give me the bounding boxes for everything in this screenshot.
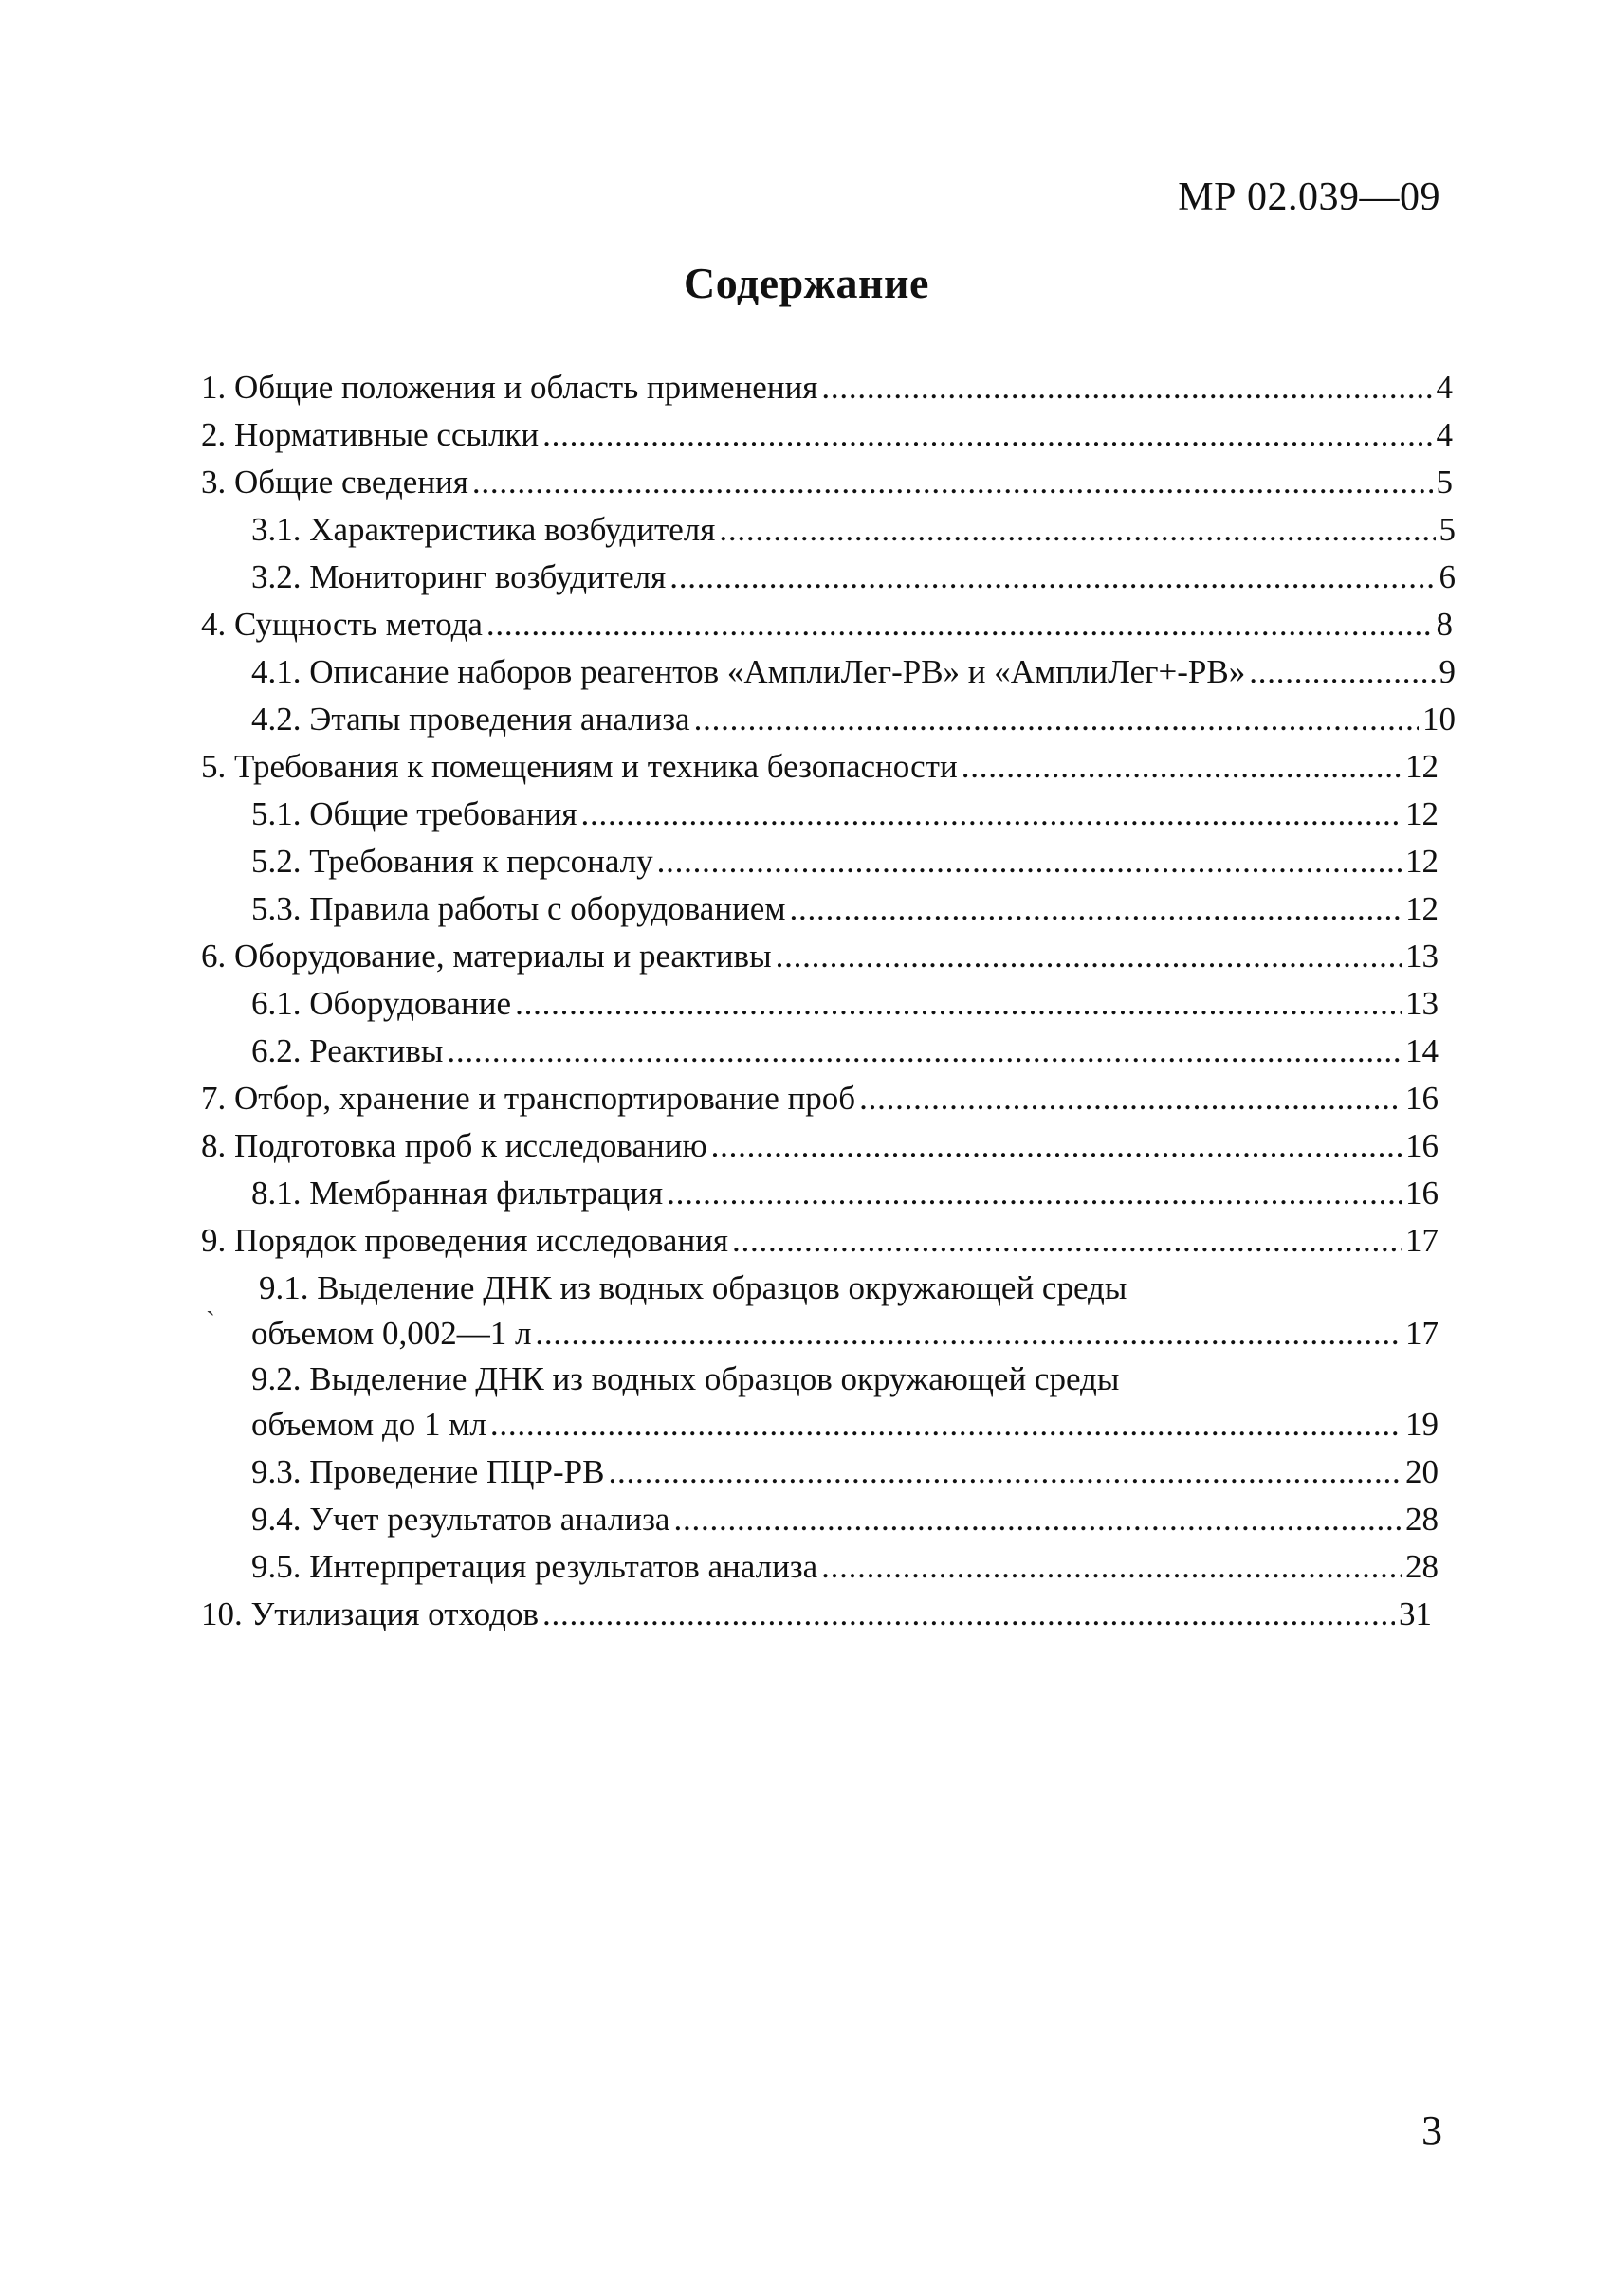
toc-entry-page: 4 bbox=[1436, 416, 1453, 453]
toc-entry[interactable] bbox=[201, 934, 1439, 979]
toc-entry[interactable] bbox=[201, 602, 1453, 647]
toc-entry[interactable] bbox=[201, 365, 1453, 410]
toc-entry[interactable] bbox=[251, 1029, 1439, 1074]
toc-entry[interactable] bbox=[251, 507, 1456, 553]
toc-entry[interactable] bbox=[201, 460, 1453, 505]
toc-entry[interactable] bbox=[201, 1123, 1439, 1169]
toc-entry[interactable] bbox=[251, 697, 1456, 742]
toc-entry[interactable] bbox=[251, 1497, 1439, 1542]
toc-entry-page: 17 bbox=[1405, 1315, 1439, 1352]
toc-entry-label: 4.1. Описание наборов реагентов «АмплиЛег-РВ» и «АмплиЛег+-РВ» bbox=[251, 653, 1246, 690]
toc-entry-label: 6.1. Оборудование bbox=[251, 985, 512, 1022]
toc-entry[interactable] bbox=[251, 1544, 1439, 1590]
toc-entry-label: 5.3. Правила работы с оборудованием bbox=[251, 890, 786, 927]
toc-entry[interactable] bbox=[201, 1218, 1439, 1264]
toc-entry-page: 8 bbox=[1436, 606, 1453, 643]
toc-entry-label: 1. Общие положения и область применения bbox=[201, 369, 818, 406]
toc-entry-page: 31 bbox=[1399, 1595, 1432, 1632]
toc-entry[interactable] bbox=[251, 886, 1439, 932]
toc-entry[interactable] bbox=[251, 981, 1439, 1027]
toc-entry-label: 8.1. Мембранная фильтрация bbox=[251, 1175, 664, 1212]
toc-entry[interactable] bbox=[251, 1171, 1439, 1216]
toc-entry-page: 10 bbox=[1422, 701, 1456, 738]
toc-entry-page: 13 bbox=[1405, 985, 1439, 1022]
stray-mark: ˎ bbox=[206, 1285, 215, 1316]
toc-entry-label: 3.1. Характеристика возбудителя bbox=[251, 511, 716, 548]
toc-entry[interactable] bbox=[201, 412, 1453, 458]
toc-entry-label: объемом до 1 мл bbox=[251, 1406, 486, 1443]
toc-entry[interactable] bbox=[251, 1266, 1439, 1357]
toc-entry-label: 6. Оборудование, материалы и реактивы bbox=[201, 938, 772, 975]
toc-entry[interactable] bbox=[201, 744, 1439, 790]
toc-entry-page: 6 bbox=[1439, 558, 1456, 595]
toc-title: Содержание bbox=[684, 259, 929, 307]
toc-entry-label-line1: 9.1. Выделение ДНК из водных образцов окружающей среды bbox=[259, 1269, 1127, 1306]
toc-entry-label-line1: 9.2. Выделение ДНК из водных образцов окружающей среды bbox=[251, 1360, 1120, 1397]
toc-entry-label: объемом 0,002—1 л bbox=[251, 1315, 532, 1352]
toc-entry-label: 5.2. Требования к персоналу bbox=[251, 843, 653, 880]
toc-entry-page: 12 bbox=[1405, 843, 1439, 880]
toc-entry[interactable] bbox=[251, 792, 1439, 837]
toc-entry-label: 2. Нормативные ссылки bbox=[201, 416, 540, 453]
toc-entry-page: 12 bbox=[1405, 748, 1439, 785]
toc-entry-page: 12 bbox=[1405, 890, 1439, 927]
toc-entry[interactable] bbox=[251, 839, 1439, 884]
toc-entry-page: 17 bbox=[1405, 1222, 1439, 1259]
toc-entry-label: 4.2. Этапы проведения анализа bbox=[251, 701, 690, 738]
toc-entry-page: 28 bbox=[1405, 1501, 1439, 1538]
toc-entry-label: 8. Подготовка проб к исследованию bbox=[201, 1127, 707, 1164]
toc-entry[interactable] bbox=[251, 555, 1456, 600]
toc-entry-label: 9.4. Учет результатов анализа bbox=[251, 1501, 670, 1538]
toc-entry-page: 16 bbox=[1405, 1127, 1439, 1164]
toc-entry-page: 16 bbox=[1405, 1175, 1439, 1212]
toc-entry-page: 5 bbox=[1439, 511, 1456, 548]
toc-entry-page: 5 bbox=[1436, 464, 1453, 501]
toc-entry-label: 7. Отбор, хранение и транспортирование проб bbox=[201, 1080, 856, 1117]
toc-entry-label: 10. Утилизация отходов bbox=[201, 1595, 539, 1632]
toc-entry-page: 20 bbox=[1405, 1453, 1439, 1490]
toc-entry-page: 12 bbox=[1405, 795, 1439, 832]
toc-entry-page: 4 bbox=[1436, 369, 1453, 406]
toc-entry[interactable] bbox=[201, 1592, 1432, 1637]
toc-entry-label: 3.2. Мониторинг возбудителя bbox=[251, 558, 667, 595]
toc-entry-label: 4. Сущность метода bbox=[201, 606, 483, 643]
toc-entry[interactable] bbox=[201, 1076, 1439, 1121]
toc-entry-label: 9.5. Интерпретация результатов анализа bbox=[251, 1548, 818, 1585]
toc-entry-label: 5. Требования к помещениям и техника безопасности bbox=[201, 748, 958, 785]
toc-entry-page: 13 bbox=[1405, 938, 1439, 975]
toc-entry-label: 9.3. Проведение ПЦР-РВ bbox=[251, 1453, 605, 1490]
toc-entry-page: 19 bbox=[1405, 1406, 1439, 1443]
toc-entry[interactable] bbox=[251, 649, 1456, 695]
toc-entry[interactable] bbox=[251, 1449, 1439, 1495]
toc-entry-label: 5.1. Общие требования bbox=[251, 795, 577, 832]
toc-entry[interactable] bbox=[251, 1357, 1439, 1448]
toc-entry-page: 28 bbox=[1405, 1548, 1439, 1585]
document-code: МР 02.039—09 bbox=[1178, 175, 1440, 219]
toc-entry-label: 9. Порядок проведения исследования bbox=[201, 1222, 729, 1259]
toc-entry-label: 3. Общие сведения bbox=[201, 464, 468, 501]
toc-entry-page: 16 bbox=[1405, 1080, 1439, 1117]
toc-entry-page: 9 bbox=[1439, 653, 1456, 690]
page-number: 3 bbox=[1421, 2107, 1442, 2154]
toc-entry-page: 14 bbox=[1405, 1032, 1439, 1069]
toc-entry-label: 6.2. Реактивы bbox=[251, 1032, 444, 1069]
